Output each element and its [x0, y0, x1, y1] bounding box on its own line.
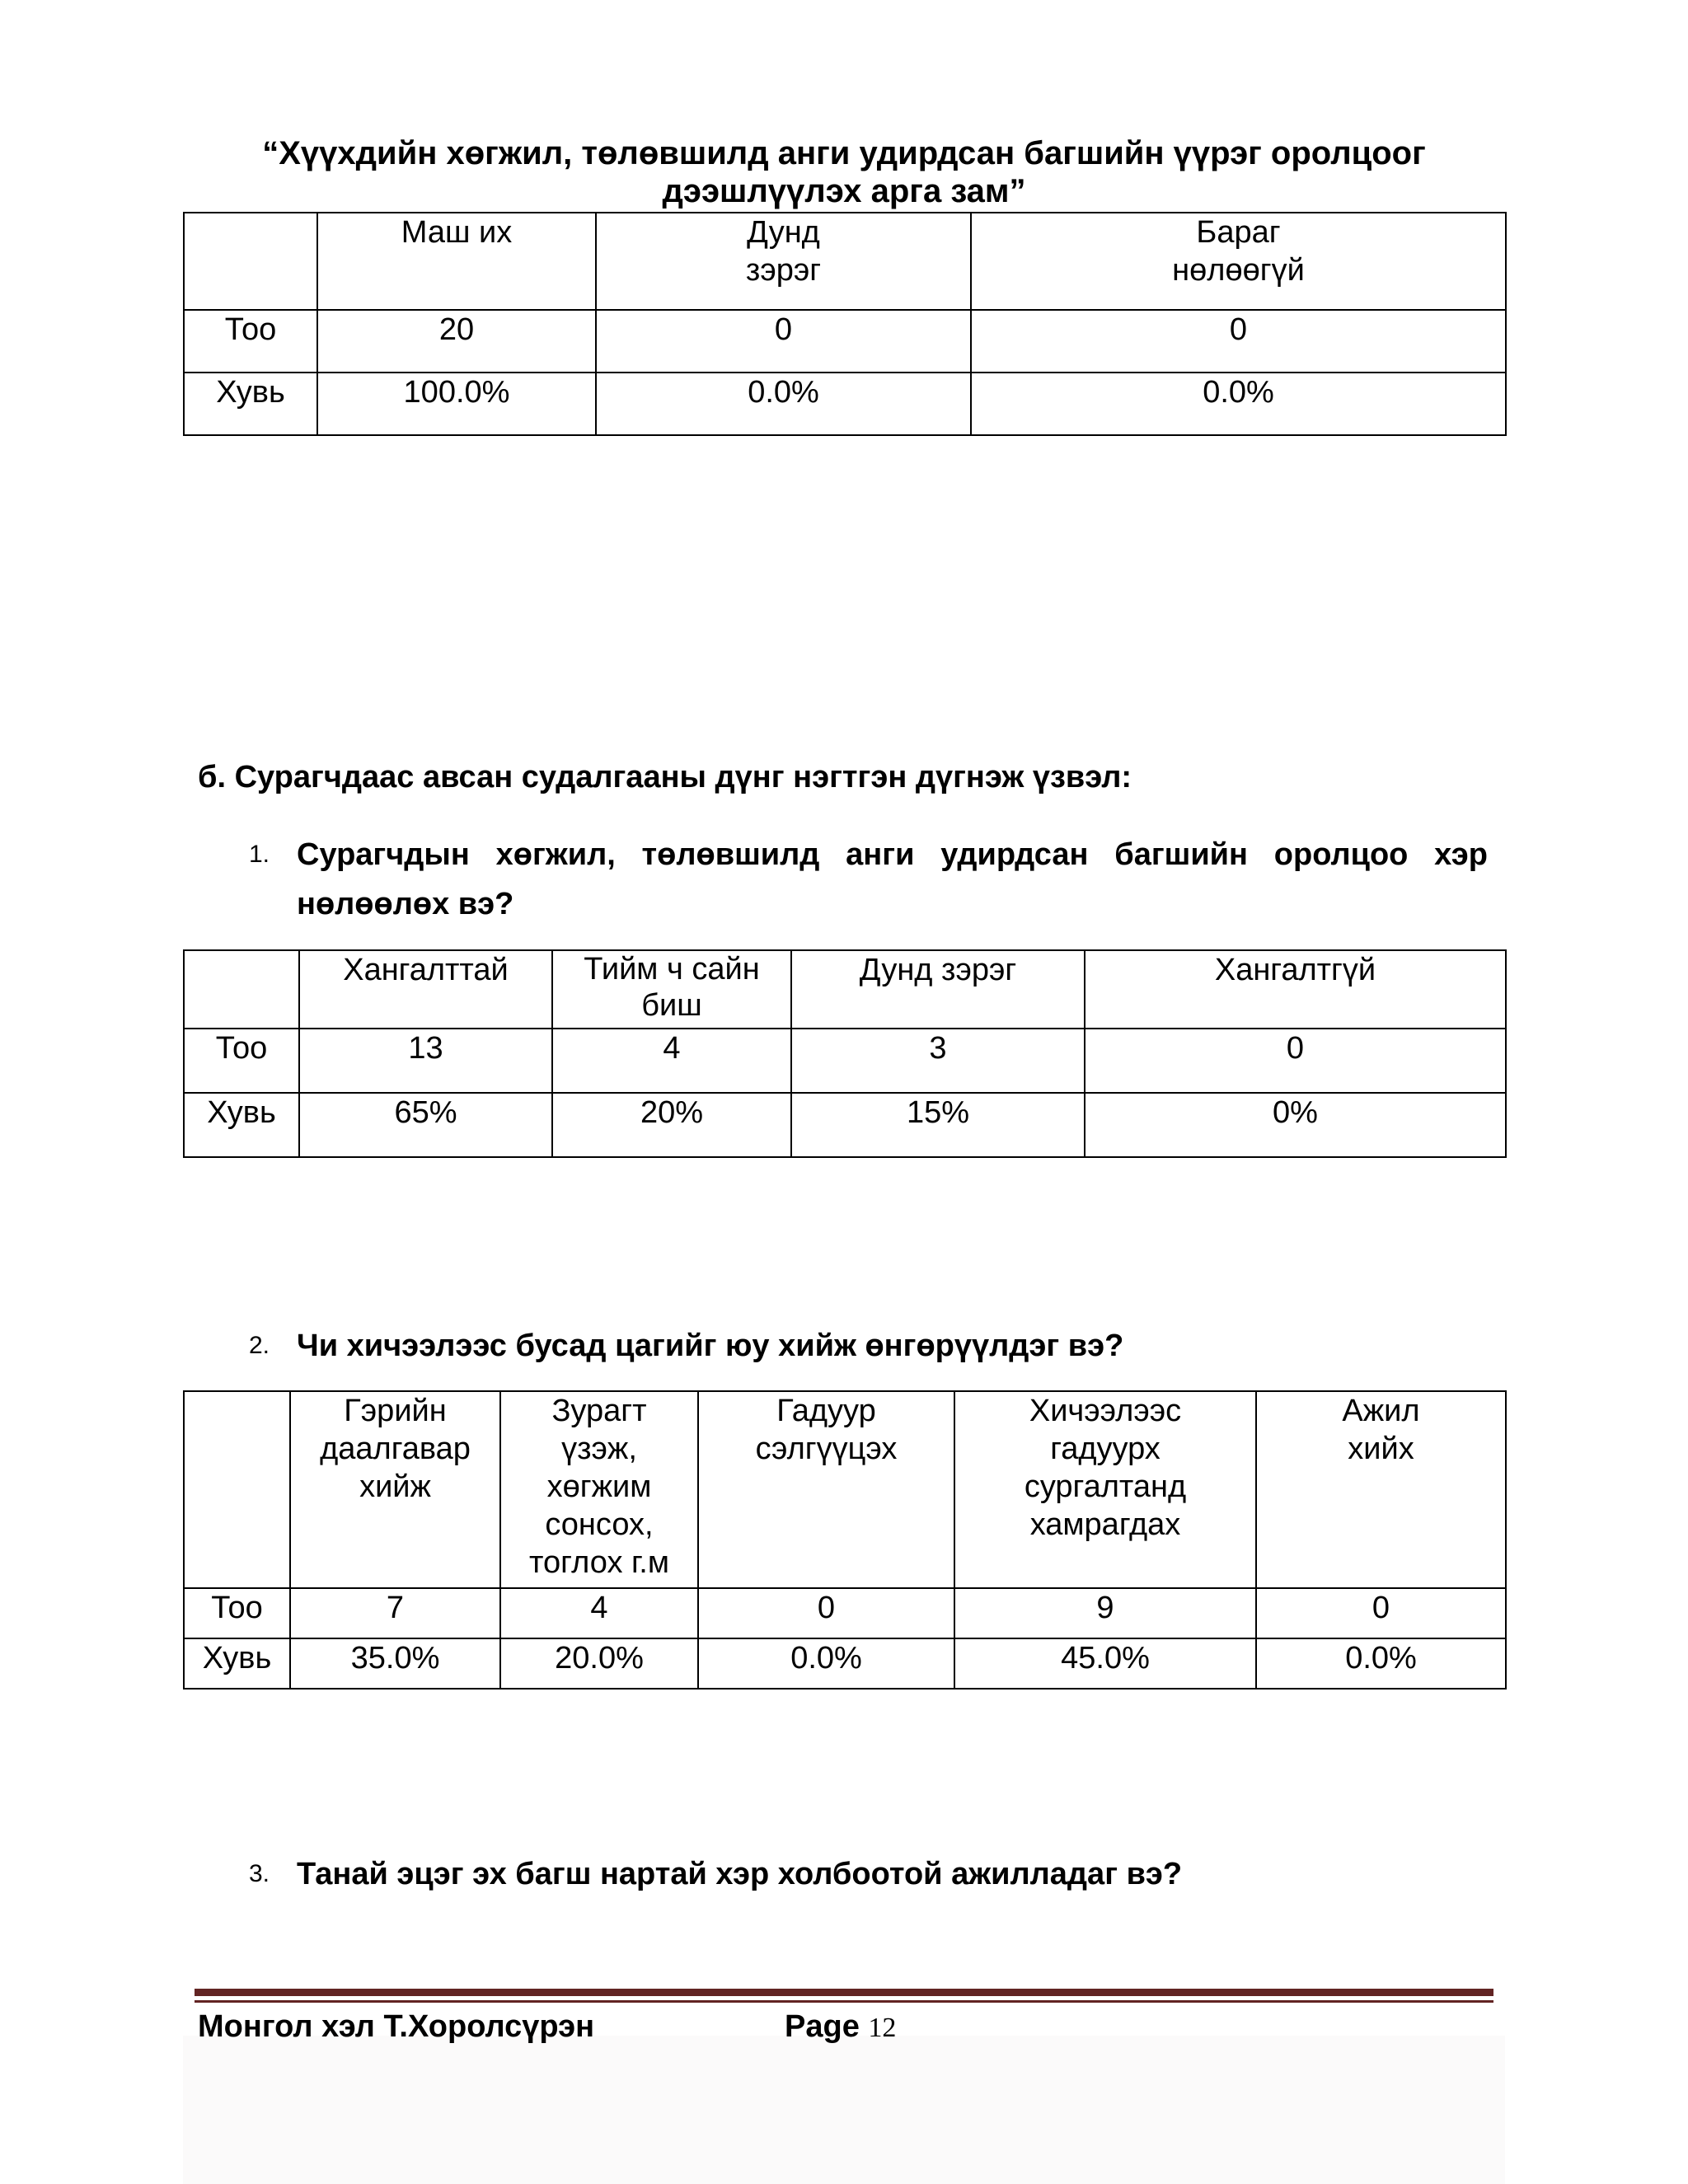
document-title-line-1: “Хүүхдийн хөгжил, төлөвшилд анги удирдсан багшийн үүрэг оролцоог — [262, 135, 1426, 171]
table-header-row — [184, 213, 1506, 310]
table-cell: 7 — [290, 1588, 500, 1638]
table-cell: 0 — [1256, 1588, 1506, 1638]
table-cell: 0.0% — [971, 373, 1506, 435]
question-1-text: Сурагчдын хөгжил, төлөвшилд анги удирдсан багшийн оролцоо хэр нөлөөлөх вэ? — [297, 837, 1488, 921]
question-3-number: 3. — [249, 1860, 270, 1887]
section-b-heading: б. Сурагчдаас авсан судалгааны дүнг нэгтгэн дүгнэж үзвэл: — [198, 760, 1132, 794]
footer-page-label: Page — [785, 2009, 860, 2044]
table-cell: 0.0% — [698, 1638, 954, 1689]
header-cell: Хангалтгүй — [1085, 950, 1506, 1029]
header-cell: Ажил хийх — [1256, 1391, 1506, 1588]
footer-page — [785, 2008, 896, 2047]
table-cell: 0.0% — [596, 373, 971, 435]
table-row — [184, 1029, 1506, 1093]
table-cell: 9 — [954, 1588, 1256, 1638]
header-cell: Бараг нөлөөгүй — [971, 213, 1506, 310]
header-cell: Зурагт үзэж, хөгжим сонсох, тоглох г.м — [500, 1391, 698, 1588]
table-row — [184, 1093, 1506, 1157]
table-cell: 0 — [596, 310, 971, 373]
question-2-text: Чи хичээлээс бусад цагийг юу хийж өнгөрүүлдэг вэ? — [297, 1329, 1124, 1363]
table-cell: 35.0% — [290, 1638, 500, 1689]
table-row — [184, 1638, 1506, 1689]
header-cell: Маш их — [317, 213, 596, 310]
row-label: Тоо — [184, 1029, 299, 1093]
table-teacher-role — [183, 212, 1507, 436]
table-row — [184, 1588, 1506, 1638]
header-cell — [184, 1391, 290, 1588]
header-cell: Хичээлээс гадуурх сургалтанд хамрагдах — [954, 1391, 1256, 1588]
row-label: Тоо — [184, 310, 317, 373]
row-label: Хувь — [184, 373, 317, 435]
row-label: Хувь — [184, 1093, 299, 1157]
footer-author: Монгол хэл Т.Хоролсүрэн — [198, 2009, 595, 2044]
row-label: Хувь — [184, 1638, 290, 1689]
table-cell: 0 — [971, 310, 1506, 373]
table-cell: 100.0% — [317, 373, 596, 435]
table-cell: 45.0% — [954, 1638, 1256, 1689]
table-cell: 13 — [299, 1029, 552, 1093]
table-cell: 0 — [698, 1588, 954, 1638]
table-row — [184, 373, 1506, 435]
table-teacher-influence — [183, 949, 1507, 1158]
header-cell: Дунд зэрэг — [596, 213, 971, 310]
document-title-line-2: дээшлүүлэх арга зам” — [662, 173, 1026, 209]
header-cell: Тийм ч сайн биш — [552, 950, 791, 1029]
table-free-time — [183, 1390, 1507, 1690]
table-cell: 4 — [500, 1588, 698, 1638]
table-cell: 3 — [791, 1029, 1085, 1093]
page-bottom-shade — [183, 2036, 1505, 2184]
question-2-number: 2. — [249, 1332, 270, 1359]
question-3-text: Танай эцэг эх багш нартай хэр холбоотой ажилладаг вэ? — [297, 1857, 1183, 1891]
header-cell — [184, 950, 299, 1029]
table-cell: 0.0% — [1256, 1638, 1506, 1689]
row-label: Тоо — [184, 1588, 290, 1638]
table-cell: 0% — [1085, 1093, 1506, 1157]
question-1-number: 1. — [249, 841, 270, 868]
header-cell: Дунд зэрэг — [791, 950, 1085, 1029]
header-cell — [184, 213, 317, 310]
table-header-row — [184, 950, 1506, 1029]
table-cell: 4 — [552, 1029, 791, 1093]
header-cell: Гэрийн даалгавар хийж — [290, 1391, 500, 1588]
table-cell: 20.0% — [500, 1638, 698, 1689]
header-cell: Гадуур сэлгүүцэх — [698, 1391, 954, 1588]
header-cell: Хангалттай — [299, 950, 552, 1029]
footer-page-number: 12 — [868, 2013, 897, 2043]
footer-rule-thick — [195, 1989, 1493, 1996]
table-cell: 15% — [791, 1093, 1085, 1157]
table-cell: 0 — [1085, 1029, 1506, 1093]
table-cell: 20% — [552, 1093, 791, 1157]
table-cell: 65% — [299, 1093, 552, 1157]
table-cell: 20 — [317, 310, 596, 373]
table-header-row — [184, 1391, 1506, 1588]
table-row — [184, 310, 1506, 373]
footer-rule-thin — [195, 2000, 1493, 2003]
